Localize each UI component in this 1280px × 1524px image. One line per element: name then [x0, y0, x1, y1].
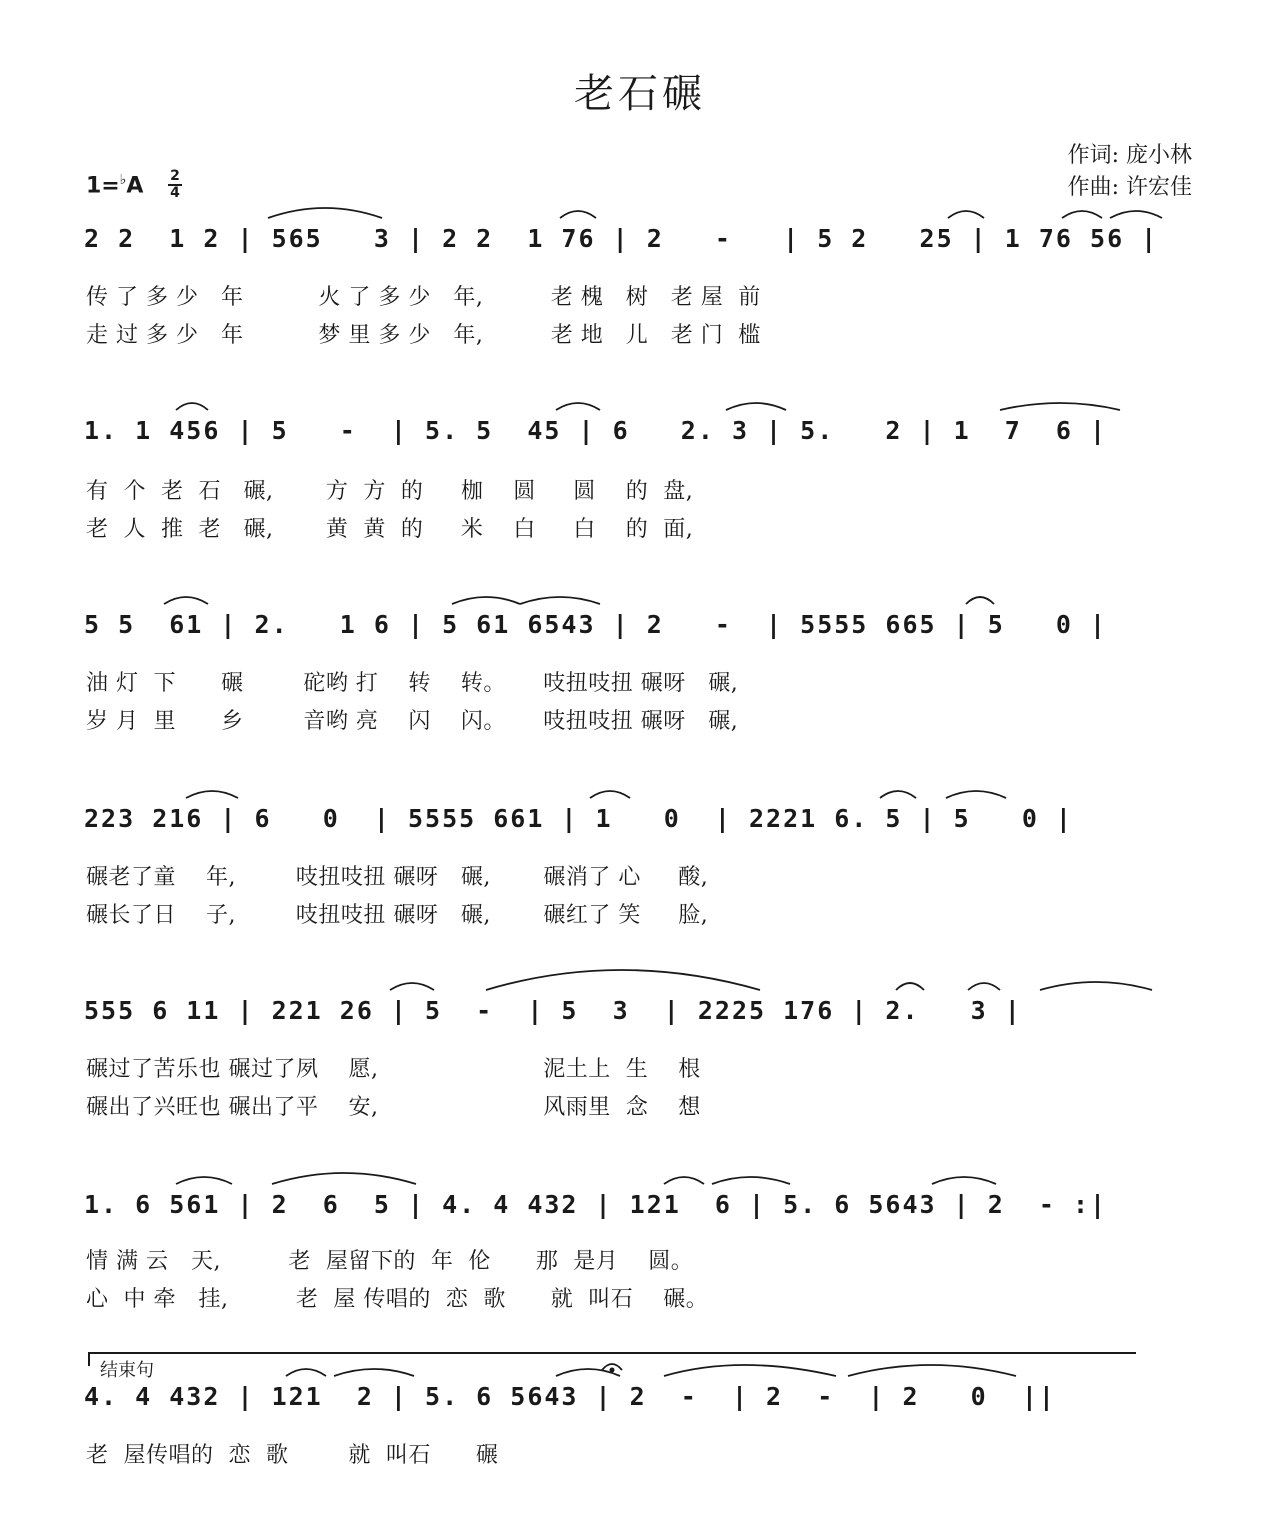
score-system-1: [84, 214, 1194, 266]
lyric-verse-2: 碾出了兴旺也 碾出了平 安, 风雨里 念 想: [86, 1095, 701, 1120]
time-signature-bottom: 4: [170, 185, 180, 201]
notation-line: 4. 4 432 | 121 2 | 5. 6 5643 | 2 - | 2 - | 2 0 ||: [84, 1382, 1056, 1411]
lyric-verse-1: 碾老了童 年, 吱扭吱扭 碾呀 碾, 碾消了 心 酸,: [86, 865, 709, 890]
notation-line: 2 2 1 2 | 565 3 | 2 2 1 76 | 2 - | 5 2 25 | 1 76 56 |: [84, 224, 1159, 253]
lyricist-credit: 作词: 庞小林: [1067, 143, 1192, 168]
flat-sign: ♭: [119, 172, 127, 188]
lyric-verse-2: 走 过 多 少 年 梦 里 多 少 年, 老 地 儿 老 门 槛: [86, 323, 761, 348]
key-prefix: 1=: [86, 173, 120, 199]
lyric-verse-1: 传 了 多 少 年 火 了 多 少 年, 老 槐 树 老 屋 前: [86, 285, 761, 310]
lyric-verse-1: 情 满 云 天, 老 屋留下的 年 伦 那 是月 圆。: [86, 1249, 694, 1274]
score-system-5: [84, 986, 1194, 1038]
key-signature: [86, 172, 143, 198]
time-signature-top: 2: [170, 168, 180, 184]
time-signature: [168, 170, 182, 200]
lyric-ending: 老 屋传唱的 恋 歌 就 叫石 碾: [86, 1443, 499, 1468]
lyric-verse-1: 有 个 老 石 碾, 方 方 的 枷 圆 圆 的 盘,: [86, 479, 694, 504]
notation-line: 5 5 61 | 2. 1 6 | 5 61 6543 | 2 - | 5555 665 | 5 0 |: [84, 610, 1108, 639]
notation-line: 1. 1 456 | 5 - | 5. 5 45 | 6 2. 3 | 5. 2 | 1 7 6 |: [84, 416, 1108, 445]
lyric-verse-2: 碾长了日 子, 吱扭吱扭 碾呀 碾, 碾红了 笑 脸,: [86, 903, 709, 928]
notation-line: 1. 6 561 | 2 6 5 | 4. 4 432 | 121 6 | 5. 6 5643 | 2 - :|: [84, 1190, 1108, 1219]
lyric-verse-2: 心 中 牵 挂, 老 屋 传唱的 恋 歌 就 叫石 碾。: [86, 1287, 709, 1312]
notation-line: 555 6 11 | 221 26 | 5 - | 5 3 | 2225 176 | 2. 3 |: [84, 996, 1022, 1025]
fermata-arc: [602, 1364, 622, 1370]
score-system-ending: [84, 1372, 1194, 1424]
song-title: 老石碾: [574, 71, 706, 117]
ending-label: 结束句: [100, 1360, 154, 1381]
lyric-verse-1: 碾过了苦乐也 碾过了夙 愿, 泥土上 生 根: [86, 1057, 701, 1082]
ending-bracket: [88, 1352, 1136, 1354]
score-system-3: [84, 600, 1194, 652]
lyric-verse-2: 岁 月 里 乡 音哟 亮 闪 闪。 吱扭吱扭 碾呀 碾,: [86, 709, 739, 734]
score-system-2: [84, 406, 1194, 458]
key-note: A: [126, 173, 144, 199]
lyric-verse-1: 油 灯 下 碾 砣哟 打 转 转。 吱扭吱扭 碾呀 碾,: [86, 671, 739, 696]
score-system-4: [84, 794, 1194, 846]
composer-credit: 作曲: 许宏佳: [1067, 175, 1192, 200]
notation-line: 223 216 | 6 0 | 5555 661 | 1 0 | 2221 6. 5 | 5 0 |: [84, 804, 1073, 833]
score-system-6: [84, 1180, 1194, 1232]
ending-bracket-tick: [88, 1352, 90, 1366]
lyric-verse-2: 老 人 推 老 碾, 黄 黄 的 米 白 白 的 面,: [86, 517, 694, 542]
